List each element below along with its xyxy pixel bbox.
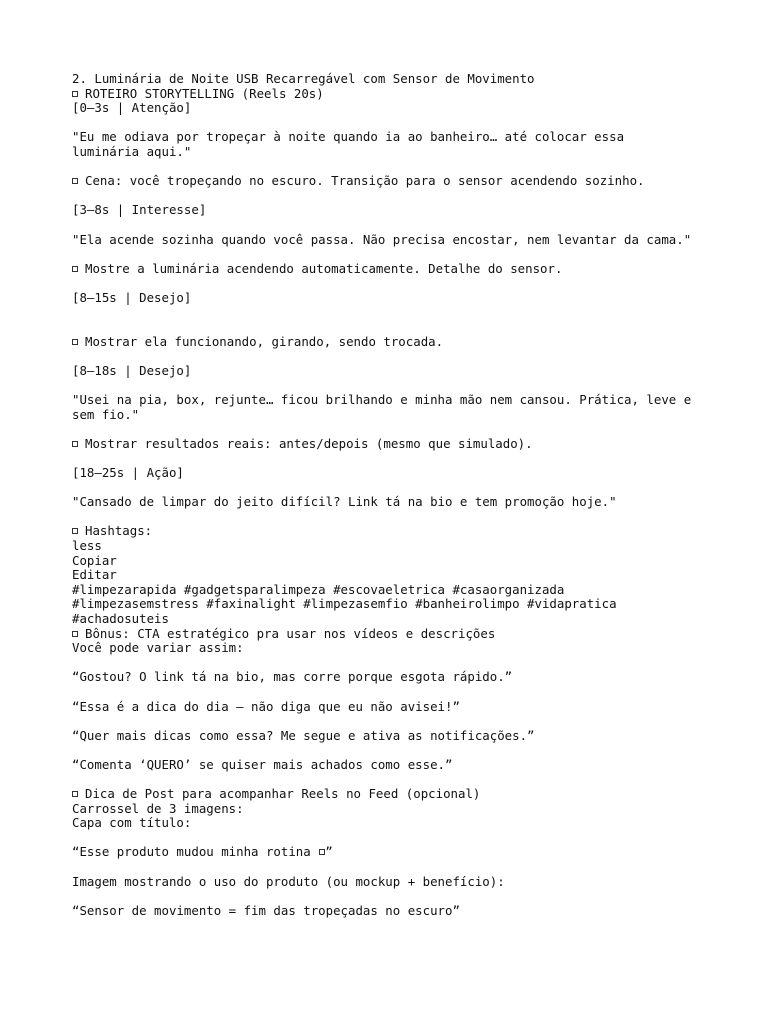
- attention-quote-line-1: "Eu me odiava por tropeçar à noite quando ia ao banheiro… até colocar essa: [72, 129, 625, 145]
- cta-3: “Quer mais dicas como essa? Me segue e ativa as notificações.”: [72, 727, 535, 743]
- desire-quote-line-2: sem fio.": [72, 406, 140, 422]
- image-usage-line: Imagem mostrando o uso do produto (ou mockup + benefício):: [72, 873, 505, 889]
- cover-quote: “Esse produto mudou minha rotina ”: [72, 844, 333, 860]
- edit-button[interactable]: Editar: [72, 567, 117, 583]
- document-heading: 2. Luminária de Noite USB Recarregável com Sensor de Movimento: [72, 71, 535, 86]
- square-bullet-icon: [72, 266, 78, 272]
- square-bullet-icon: [72, 631, 78, 637]
- square-bullet-icon: [72, 91, 78, 97]
- desire-quote-line-1: "Usei na pia, box, rejunte… ficou brilhando e minha mão nem cansou. Prática, leve e: [72, 392, 692, 408]
- segment-time-desire-2: [8–18s | Desejo]: [72, 362, 192, 378]
- hashtags-line-1: #limpezarapida #gadgetsparalimpeza #escovaeletrica #casaorganizada: [72, 581, 565, 597]
- square-bullet-icon: [72, 178, 78, 184]
- segment-time-desire-1: [8–15s | Desejo]: [72, 289, 192, 305]
- post-tip-label: Dica de Post para acompanhar Reels no Feed (opcional): [72, 787, 712, 802]
- action-quote: "Cansado de limpar do jeito difícil? Link tá na bio e tem promoção hoje.": [72, 494, 617, 510]
- copy-button[interactable]: Copiar: [72, 552, 117, 568]
- square-bullet-icon: [72, 528, 78, 534]
- cta-4: “Comenta ‘QUERO’ se quiser mais achados como esse.”: [72, 756, 453, 772]
- document-page: [72, 72, 712, 918]
- attention-quote-line-2: luminária aqui.": [72, 143, 192, 159]
- hashtags-label: Hashtags:: [72, 524, 712, 539]
- square-bullet-icon: [72, 339, 78, 345]
- carousel-line: Carrossel de 3 imagens:: [72, 800, 244, 816]
- sensor-quote: “Sensor de movimento = fim das tropeçadas no escuro”: [72, 902, 460, 918]
- bonus-intro: Você pode variar assim:: [72, 640, 244, 656]
- cover-title-line: Capa com título:: [72, 815, 192, 831]
- segment-time-attention: [0–3s | Atenção]: [72, 100, 192, 116]
- cta-1: “Gostou? O link tá na bio, mas corre porque esgota rápido.”: [72, 669, 513, 685]
- hashtags-line-2: #limpezasemstress #faxinalight #limpezasemfio #banheirolimpo #vidapratica: [72, 596, 617, 612]
- segment-time-action: [18–25s | Ação]: [72, 465, 184, 481]
- attention-scene-note: Cena: você tropeçando no escuro. Transição para o sensor acendendo sozinho.: [72, 174, 712, 189]
- interest-quote: "Ela acende sozinha quando você passa. Não precisa encostar, nem levantar da cama.": [72, 231, 692, 247]
- interest-note: Mostre a luminária acendendo automaticamente. Detalhe do sensor.: [72, 262, 712, 277]
- code-language-label: less: [72, 538, 102, 553]
- square-bullet-icon: [72, 441, 78, 447]
- segment-time-interest: [3–8s | Interesse]: [72, 202, 207, 218]
- hashtags-line-3: #achadosuteis: [72, 610, 169, 626]
- cta-2: “Essa é a dica do dia — não diga que eu não avisei!”: [72, 698, 460, 714]
- desire-note-2: Mostrar resultados reais: antes/depois (mesmo que simulado).: [72, 437, 712, 452]
- roteiro-label: ROTEIRO STORYTELLING (Reels 20s): [85, 85, 324, 101]
- desire-note-1: Mostrar ela funcionando, girando, sendo trocada.: [72, 335, 712, 350]
- bonus-label: Bônus: CTA estratégico pra usar nos vídeos e descrições: [72, 627, 712, 642]
- square-bullet-icon: [72, 791, 78, 797]
- roteiro-title: [72, 87, 712, 102]
